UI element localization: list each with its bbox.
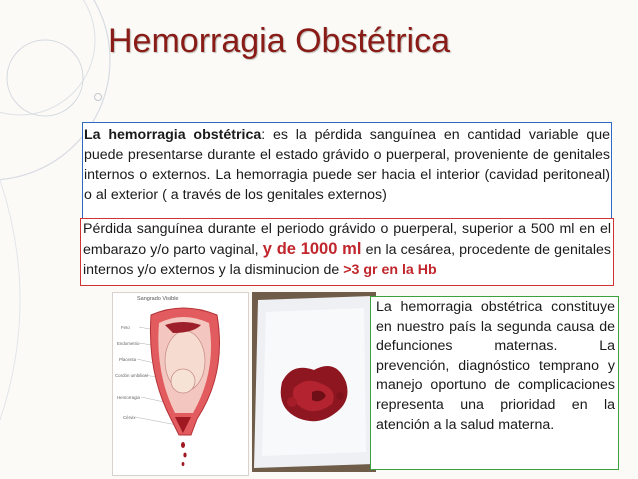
slide-title: Hemorragia Obstétrica <box>108 22 451 60</box>
deco-circle-small <box>7 40 83 116</box>
deco-arc <box>0 180 20 420</box>
uterus-illustration <box>112 292 249 476</box>
definition-text: : es la pérdida sanguínea en cantidad variable que puede presentarse durante el estado grávido o puerperal, proveniente de genitales internos o externos. La hemorragia puede ser hacia el interior (cavidad peritoneal) o al exterior ( a través de los genitales externos) <box>84 127 610 203</box>
criteria-box <box>80 218 614 286</box>
maternal-mortality-note: La hemorragia obstétrica constituye en nuestro país la segunda causa de defunciones maternas. La prevención, diagnóstico temprano y manejo oportuno de complicaciones representa una prioridad en la atención a la salud materna. <box>370 296 619 470</box>
illustration-label-feto: Feto <box>121 325 130 330</box>
deco-circle-medium <box>0 0 95 115</box>
illustration-label-cordon: Cordón umbilical <box>115 373 148 378</box>
illustration-label-cervix: Cérvix <box>123 415 136 420</box>
definition-term: La hemorragia obstétrica <box>84 127 262 143</box>
blood-cloth-drawing <box>252 292 376 472</box>
criteria-text-2: en la cesárea, procedente de genitales internos y/o externos y la disminucion de <box>83 242 611 278</box>
illustration-label-placenta: Placenta <box>119 357 137 362</box>
criteria-highlight-hb: >3 gr en la Hb <box>343 262 437 278</box>
uterus-drawing <box>113 293 248 475</box>
criteria-text-1: Pérdida sanguínea durante el periodo grávido o puerperal, superior a 500 ml en el embarazo y/o parto vaginal, <box>83 221 611 258</box>
blood-cloth-photo <box>252 292 376 472</box>
definition-box <box>82 122 612 220</box>
illustration-title: Sangrado Visible <box>137 296 179 302</box>
deco-circle-tiny <box>95 94 102 101</box>
illustration-label-endometrio: Endometrio <box>117 341 140 346</box>
criteria-highlight-1000ml: y de 1000 ml <box>262 240 362 258</box>
illustration-label-hemorragia: Hemorragia <box>117 395 140 400</box>
